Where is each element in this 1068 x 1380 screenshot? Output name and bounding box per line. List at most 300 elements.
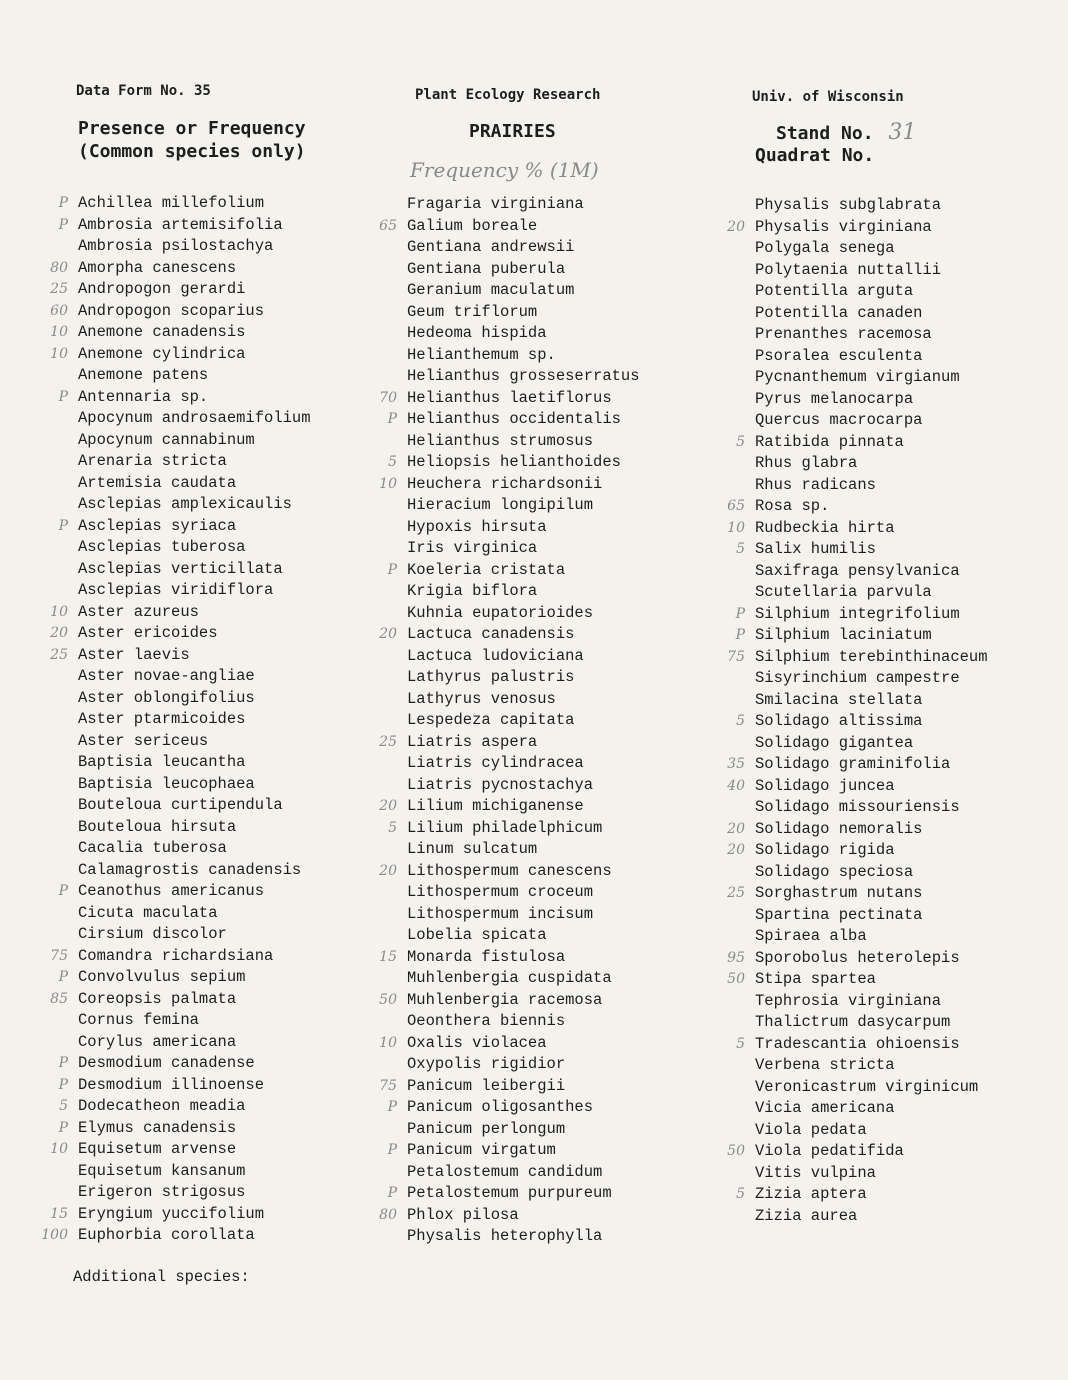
species-row [78,1161,311,1183]
species-row [379,624,640,646]
species-name: Silphium laciniatum [755,626,932,644]
species-name: Corylus americana [78,1032,237,1051]
frequency-mark: 10 [379,475,397,492]
species-name: Artemisia caudata [78,473,237,492]
frequency-mark: P [387,1099,397,1115]
frequency-mark: 10 [50,1141,68,1157]
species-row [58,881,311,903]
species-row [727,948,988,970]
species-column-1 [41,193,311,1247]
frequency-mark: 20 [379,626,397,642]
species-row [407,302,640,324]
species-row [379,947,640,969]
species-row [78,451,311,473]
species-name: Panicum oligosanthes [407,1098,594,1116]
species-name: Cacalia tuberosa [78,839,227,857]
species-name: Eryngium yuccifolium [78,1204,265,1223]
species-name: Koeleria cristata [407,560,566,579]
species-row [58,215,311,237]
species-name: Solidago nemoralis [755,819,923,838]
species-row [78,559,311,581]
species-name: Rudbeckia hirta [755,518,895,537]
species-name: Stipa spartea [755,970,876,988]
frequency-mark: P [58,883,68,899]
species-name: Oxalis violacea [407,1033,547,1052]
species-row [407,1226,640,1248]
species-name: Aster ptarmicoides [78,710,246,728]
species-row [78,1032,311,1054]
species-name: Kuhnia eupatorioides [407,603,594,622]
species-name: Polygala senega [755,239,895,257]
species-row [407,753,640,775]
species-row [407,1011,640,1033]
species-row [755,1012,988,1034]
frequency-mark: 10 [379,1034,397,1051]
species-name: Solidago speciosa [755,862,914,881]
species-name: Antennaria sp. [78,387,209,406]
species-name: Krigia biflora [407,582,538,600]
species-row [78,430,311,452]
species-row [407,366,640,388]
species-name: Zizia aurea [755,1206,858,1225]
frequency-mark: P [387,561,397,578]
species-row [379,990,640,1012]
species-row [78,365,311,387]
species-name: Liatris cylindracea [407,754,584,772]
species-row [407,710,640,732]
species-name: Aster novae-angliae [78,667,255,685]
species-row [58,1075,311,1097]
species-row [78,494,311,516]
frequency-mark: 40 [727,777,745,794]
species-name: Salix humilis [755,540,876,558]
species-name: Heliopsis helianthoides [407,453,621,471]
species-name: Hypoxis hirsuta [407,517,547,536]
species-row [50,946,311,968]
species-name: Convolvulus sepium [78,968,246,986]
species-name: Prenanthes racemosa [755,325,932,343]
species-row [407,194,640,216]
species-name: Scutellaria parvula [755,583,932,601]
species-name: Oeonthera biennis [407,1012,566,1030]
frequency-mark: 10 [50,603,68,620]
species-row [58,1118,311,1140]
species-name: Solidago missouriensis [755,798,960,816]
species-row [727,518,988,540]
frequency-mark: 65 [727,498,745,514]
quadrat-number-label: Quadrat No. [755,145,875,166]
species-name: Silphium integrifolium [755,604,960,623]
frequency-mark: 100 [41,1227,68,1243]
species-name: Asclepias verticillata [78,559,283,578]
species-row [735,604,988,626]
species-row [50,301,311,323]
species-name: Sisyrinchium campestre [755,669,960,687]
species-name: Gentiana andrewsii [407,238,575,256]
species-row [59,1096,311,1118]
species-name: Calamagrostis canadensis [78,860,302,879]
species-row [755,281,988,303]
species-name: Aster laevis [78,645,190,664]
frequency-mark: P [58,195,68,211]
species-row [50,258,311,280]
species-row [78,709,311,731]
species-name: Vicia americana [755,1099,895,1117]
species-row [407,839,640,861]
species-row [755,926,988,948]
species-row [755,195,988,217]
species-name: Hedeoma hispida [407,324,547,342]
species-row [727,776,988,798]
species-name: Rhus radicans [755,475,876,494]
frequency-mark: P [58,1055,68,1071]
frequency-mark: P [58,1119,68,1136]
species-row [78,537,311,559]
species-name: Lactuca ludoviciana [407,646,584,665]
species-name: Comandra richardsiana [78,946,274,965]
species-name: Rosa sp. [755,497,830,515]
species-row [755,1055,988,1077]
species-name: Zizia aptera [755,1185,867,1203]
species-name: Solidago altissima [755,712,923,730]
species-name: Ceanothus americanus [78,882,265,900]
species-name: Rhus glabra [755,454,858,472]
species-row [736,1184,988,1206]
species-name: Spiraea alba [755,927,867,945]
frequency-mark: P [387,1185,397,1201]
frequency-mark: 60 [50,302,68,319]
species-row [755,690,988,712]
frequency-mark: P [58,969,68,985]
species-row [407,646,640,668]
species-row [78,924,311,946]
species-row [407,775,640,797]
form-title [78,117,306,163]
species-name: Lithospermum incisum [407,904,594,923]
frequency-mark: 50 [379,991,397,1008]
species-row [755,453,988,475]
species-row [58,1053,311,1075]
species-row [50,989,311,1011]
species-row [379,216,640,238]
species-row [727,217,988,239]
species-name: Helianthus grosseserratus [407,367,640,385]
species-row [736,432,988,454]
species-row [78,236,311,258]
species-row [755,1098,988,1120]
frequency-mark: 75 [727,648,745,665]
species-name: Smilacina stellata [755,690,923,709]
species-name: Polytaenia nuttallii [755,260,942,279]
additional-species-label: Additional species: [73,1268,250,1286]
species-row [50,344,311,366]
organization-label: Plant Ecology Research [415,87,601,103]
species-name: Arenaria stricta [78,452,227,470]
species-row [407,882,640,904]
species-row [388,452,640,474]
frequency-mark: 85 [50,990,68,1007]
species-row [755,303,988,325]
species-name: Bouteloua curtipendula [78,796,283,814]
species-row [78,688,311,710]
species-name: Galium boreale [407,216,538,235]
species-name: Aster oblongifolius [78,688,255,707]
species-row [78,774,311,796]
species-row [755,1206,988,1228]
species-row [755,475,988,497]
species-name: Anemone cylindrica [78,344,246,363]
species-row [50,279,311,301]
species-row [78,1010,311,1032]
frequency-mark: 25 [50,646,68,663]
species-name: Geum triflorum [407,302,538,321]
species-row [755,346,988,368]
species-row [78,817,311,839]
species-row [407,1054,640,1076]
species-row [755,238,988,260]
species-name: Sorghastrum nutans [755,884,923,902]
species-name: Achillea millefolium [78,194,265,212]
species-row [78,731,311,753]
frequency-mark: 25 [50,281,68,297]
species-name: Muhlenbergia cuspidata [407,969,612,987]
species-row [387,1140,640,1162]
species-row [78,752,311,774]
species-row [755,991,988,1013]
species-row [407,603,640,625]
frequency-mark: 5 [388,819,397,836]
species-row [78,408,311,430]
species-row [755,582,988,604]
species-row [755,410,988,432]
species-row [387,409,640,431]
species-name: Andropogon gerardi [78,280,246,298]
frequency-mark: 10 [727,519,745,536]
species-row [407,925,640,947]
species-name: Potentilla arguta [755,282,914,300]
species-name: Solidago rigida [755,841,895,859]
species-row [50,1139,311,1161]
species-column-3 [727,195,988,1227]
species-name: Solidago juncea [755,776,895,795]
species-row [755,1120,988,1142]
species-row [755,1077,988,1099]
species-row [407,667,640,689]
species-row [755,862,988,884]
species-name: Desmodium illinoense [78,1075,265,1094]
frequency-mark: 20 [50,625,68,641]
species-row [50,602,311,624]
species-name: Lilium philadelphicum [407,818,603,837]
frequency-mark: 10 [50,324,68,340]
species-row [379,1076,640,1098]
species-name: Muhlenbergia racemosa [407,990,603,1009]
species-name: Solidago graminifolia [755,755,951,773]
species-row [736,539,988,561]
species-row [78,795,311,817]
species-row [407,431,640,453]
species-name: Lithospermum croceum [407,883,594,901]
species-name: Solidago gigantea [755,733,914,752]
species-name: Amorpha canescens [78,258,237,277]
species-row [727,969,988,991]
species-row [755,324,988,346]
species-name: Lathyrus palustris [407,668,575,686]
species-name: Geranium maculatum [407,281,575,299]
species-name: Vitis vulpina [755,1163,876,1182]
species-row [755,389,988,411]
frequency-mark: P [58,388,68,405]
species-row [727,1141,988,1163]
species-name: Helianthus laetiflorus [407,388,612,407]
frequency-mark: 10 [50,345,68,362]
species-row [735,625,988,647]
species-name: Petalostemum candidum [407,1162,603,1181]
species-name: Spartina pectinata [755,905,923,924]
species-name: Asclepias syriaca [78,516,237,535]
species-row [407,904,640,926]
species-row [58,516,311,538]
species-name: Helianthemum sp. [407,345,556,364]
frequency-mark: 5 [736,1035,745,1052]
species-name: Erigeron strigosus [78,1183,246,1201]
species-name: Tradescantia ohioensis [755,1034,960,1053]
species-name: Psoralea esculenta [755,346,923,365]
species-name: Lactuca canadensis [407,625,575,643]
species-row [755,797,988,819]
species-row [58,387,311,409]
species-name: Physalis subglabrata [755,196,942,214]
species-name: Sporobolus heterolepis [755,948,960,967]
frequency-mark: 20 [727,218,745,235]
species-row [50,623,311,645]
species-row [407,968,640,990]
species-row [379,861,640,883]
university-label: Univ. of Wisconsin [752,89,904,105]
species-row [387,1183,640,1205]
species-name: Apocynum androsaemifolium [78,409,311,427]
species-row [78,903,311,925]
species-name: Aster ericoides [78,624,218,642]
species-column-2 [379,194,640,1248]
species-row [388,818,640,840]
species-row [736,711,988,733]
species-row [755,905,988,927]
species-name: Physalis heterophylla [407,1227,603,1245]
frequency-mark: 20 [379,862,397,879]
frequency-mark: 5 [736,713,745,729]
frequency-mark: 15 [379,948,397,965]
species-name: Baptisia leucantha [78,753,246,771]
species-name: Veronicastrum virginicum [755,1077,979,1096]
species-name: Desmodium canadense [78,1054,255,1072]
species-row [407,517,640,539]
species-name: Dodecatheon meadia [78,1097,246,1115]
species-name: Apocynum cannabinum [78,430,255,449]
species-name: Lilium michiganense [407,797,584,815]
species-name: Iris virginica [407,539,538,557]
species-name: Andropogon scoparius [78,301,265,320]
frequency-mark: P [58,517,68,534]
species-row [78,860,311,882]
species-row [755,260,988,282]
species-name: Anemone patens [78,366,209,384]
species-row [755,1163,988,1185]
species-row [41,1225,311,1247]
frequency-mark: 75 [50,947,68,964]
community-title: PRAIRIES [469,121,556,142]
species-row [755,367,988,389]
frequency-mark: 5 [736,433,745,450]
species-row [407,689,640,711]
species-row [407,323,640,345]
species-row [755,733,988,755]
species-row [407,345,640,367]
species-row [50,645,311,667]
species-row [727,840,988,862]
species-name: Panicum perlongum [407,1119,566,1138]
frequency-mark: 95 [727,949,745,966]
species-row [58,967,311,989]
species-name: Viola pedatifida [755,1142,904,1160]
species-name: Asclepias amplexicaulis [78,495,292,513]
species-row [727,647,988,669]
stand-number [776,121,916,145]
species-name: Equisetum kansanum [78,1161,246,1180]
species-name: Liatris pycnostachya [407,775,594,794]
form-number: Data Form No. 35 [76,83,211,99]
species-row [407,581,640,603]
frequency-mark: 25 [727,885,745,901]
species-row [407,538,640,560]
species-row [407,280,640,302]
frequency-mark: 5 [736,1186,745,1202]
species-name: Asclepias tuberosa [78,538,246,556]
species-row [379,732,640,754]
frequency-mark: P [735,605,745,622]
frequency-mark: 20 [727,842,745,858]
frequency-mark: 15 [50,1205,68,1222]
species-name: Helianthus strumosus [407,431,594,450]
species-name: Fragaria virginiana [407,195,584,213]
species-name: Aster azureus [78,602,199,621]
species-name: Asclepias viridiflora [78,581,274,599]
species-row [387,560,640,582]
species-row [755,668,988,690]
frequency-mark: 50 [727,1143,745,1159]
species-name: Ratibida pinnata [755,432,904,451]
species-name: Bouteloua hirsuta [78,817,237,836]
species-name: Cirsium discolor [78,925,227,943]
species-name: Liatris aspera [407,732,538,751]
species-row [58,193,311,215]
species-row [387,1097,640,1119]
species-name: Monarda fistulosa [407,947,566,966]
frequency-mark: 75 [379,1077,397,1094]
species-row [727,754,988,776]
species-row [727,883,988,905]
species-name: Lithospermum canescens [407,861,612,880]
species-row [78,473,311,495]
species-name: Gentiana puberula [407,259,566,278]
frequency-mark: 5 [388,454,397,470]
species-name: Heuchera richardsonii [407,474,603,493]
species-name: Pyrus melanocarpa [755,389,914,408]
frequency-mark: 80 [379,1206,397,1223]
species-name: Quercus macrocarpa [755,411,923,429]
species-name: Viola pedata [755,1120,867,1139]
species-name: Ambrosia artemisifolia [78,215,283,234]
